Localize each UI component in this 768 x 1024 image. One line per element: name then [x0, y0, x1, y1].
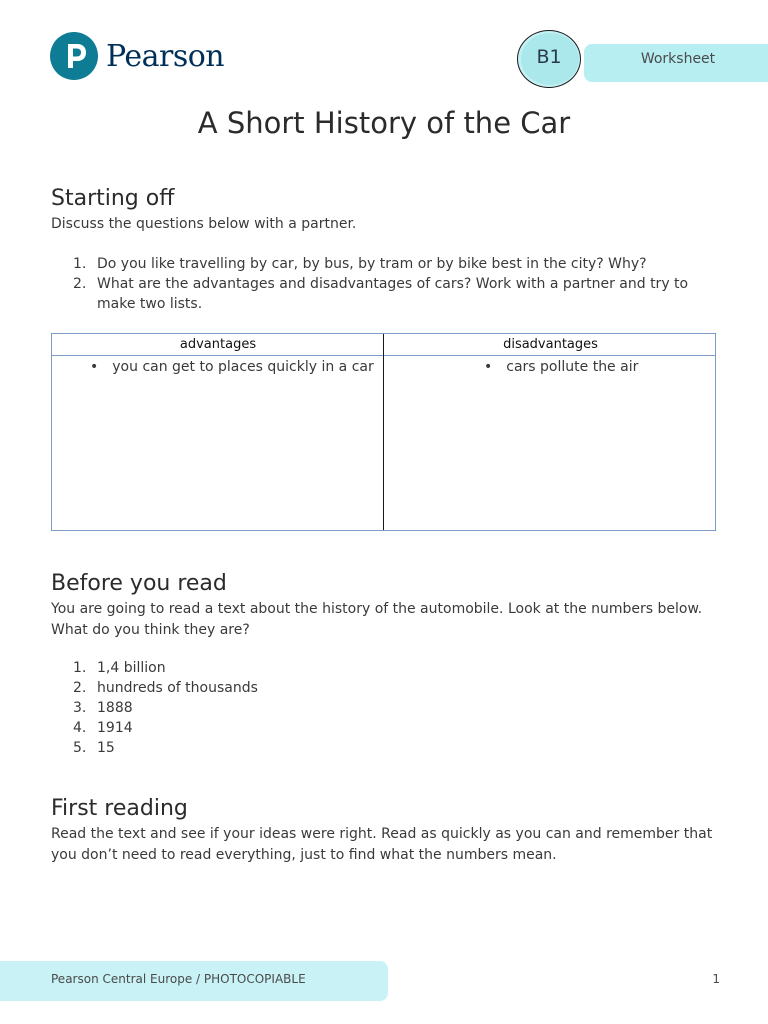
- starting-off-heading: Starting off: [51, 186, 175, 211]
- disadvantages-header: disadvantages: [503, 337, 598, 352]
- list-item: 2. hundreds of thousands: [73, 680, 258, 696]
- level-text: B1: [536, 46, 562, 68]
- disadvantage-item: • cars pollute the air: [484, 359, 639, 375]
- list-item: 5. 15: [73, 740, 115, 756]
- pros-cons-table: [51, 333, 716, 531]
- numbers-list: [51, 658, 721, 758]
- page-title: A Short History of the Car: [197, 106, 571, 140]
- bullet-icon: •: [90, 359, 99, 375]
- brand-name: Pearson: [106, 38, 225, 74]
- footer-text: Pearson Central Europe / PHOTOCOPIABLE: [51, 972, 306, 986]
- advantages-header: advantages: [179, 337, 257, 352]
- starting-off-questions: [51, 254, 721, 314]
- bullet-icon: •: [484, 359, 493, 375]
- first-reading-heading: First reading: [51, 796, 188, 821]
- table-column-divider: [383, 334, 384, 530]
- starting-off-intro: Discuss the questions below with a partner.: [51, 216, 357, 232]
- question-item: 1. Do you like travelling by car, by bus, by tram or by bike best in the city? Why?: [73, 256, 647, 272]
- pearson-logo-icon: [50, 32, 98, 80]
- worksheet-label: Worksheet: [640, 51, 716, 67]
- before-reading-intro: You are going to read a text about the history of the automobile. Look at the numbers below. What do you think they are?: [51, 601, 703, 638]
- first-reading-intro: Read the text and see if your ideas were right. Read as quickly as you can and remember that you don’t need to read everything, just to find what the numbers mean.: [51, 826, 713, 863]
- pearson-logo: [50, 32, 224, 80]
- before-reading-heading: Before you read: [51, 571, 227, 596]
- page-number: 1: [712, 972, 720, 986]
- list-item: 4. 1914: [73, 720, 133, 736]
- question-item: 2. What are the advantages and disadvantages of cars? Work with a partner and try to make two lists.: [73, 276, 689, 312]
- list-item: 1. 1,4 billion: [73, 660, 166, 676]
- advantage-item: • you can get to places quickly in a car: [90, 359, 374, 375]
- list-item: 3. 1888: [73, 700, 133, 716]
